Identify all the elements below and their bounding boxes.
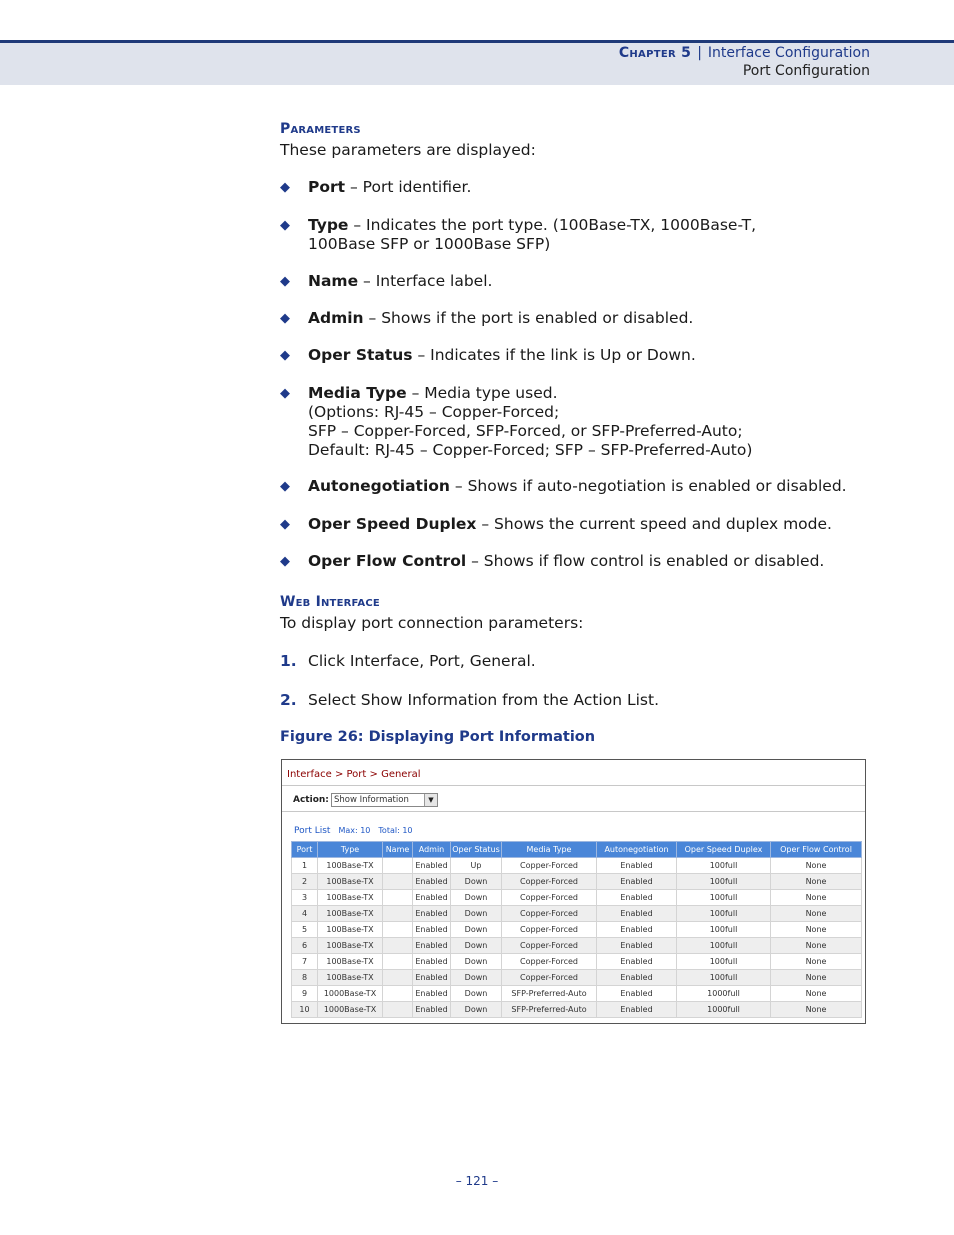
param-term: Oper Status (308, 346, 413, 364)
table-cell: Enabled (597, 906, 677, 922)
table-cell: Copper-Forced (502, 906, 597, 922)
table-cell: None (771, 874, 862, 890)
param-term: Port (308, 178, 346, 196)
param-term: Media Type (308, 384, 407, 402)
table-cell: SFP-Preferred-Auto (502, 986, 597, 1002)
table-cell (383, 906, 413, 922)
table-cell: 100Base-TX (318, 906, 383, 922)
table-cell: 100Base-TX (318, 938, 383, 954)
table-cell: Enabled (413, 906, 451, 922)
action-select[interactable] (331, 793, 438, 807)
diamond-bullet-icon: ◆ (280, 274, 290, 289)
web-interface-intro: To display port connection parameters: (280, 614, 584, 632)
table-cell: 5 (292, 922, 318, 938)
diamond-bullet-icon: ◆ (280, 348, 290, 363)
param-desc-extra: SFP – Copper-Forced, SFP-Forced, or SFP-Preferred-Auto; (308, 422, 743, 440)
param-term: Oper Speed Duplex (308, 515, 477, 533)
table-cell: Enabled (413, 858, 451, 874)
table-cell (383, 938, 413, 954)
table-cell: Enabled (597, 970, 677, 986)
table-cell: 100full (677, 970, 771, 986)
table-cell: Down (451, 986, 502, 1002)
diamond-bullet-icon: ◆ (280, 517, 290, 532)
column-header: Name (383, 842, 413, 858)
table-cell: 100Base-TX (318, 922, 383, 938)
param-desc: – Indicates if the link is Up or Down. (412, 346, 696, 364)
table-cell: None (771, 986, 862, 1002)
step-number: 2. (280, 691, 297, 709)
diamond-bullet-icon: ◆ (280, 180, 290, 195)
column-header: Type (318, 842, 383, 858)
table-cell: None (771, 938, 862, 954)
param-desc: – Port identifier. (345, 178, 472, 196)
step-item (280, 652, 536, 670)
step-text: Click Interface, Port, General. (308, 652, 536, 670)
table-row[interactable] (292, 858, 862, 874)
port-list-label: Port List (294, 826, 331, 836)
table-cell: Down (451, 938, 502, 954)
page-number: – 121 – (455, 1174, 499, 1188)
table-cell: 100full (677, 954, 771, 970)
param-desc: – Interface label. (358, 272, 493, 290)
table-cell: Up (451, 858, 502, 874)
table-cell: Enabled (597, 922, 677, 938)
table-row[interactable] (292, 874, 862, 890)
table-cell: Enabled (413, 890, 451, 906)
diamond-bullet-icon: ◆ (280, 554, 290, 569)
table-cell: Copper-Forced (502, 938, 597, 954)
table-cell: 100full (677, 890, 771, 906)
table-row[interactable] (292, 890, 862, 906)
table-cell: Copper-Forced (502, 858, 597, 874)
table-cell: 100full (677, 938, 771, 954)
table-cell: 8 (292, 970, 318, 986)
param-term: Admin (308, 309, 364, 327)
port-info-screenshot (281, 759, 866, 1024)
table-cell: Enabled (413, 874, 451, 890)
table-cell: None (771, 1002, 862, 1018)
table-cell: Enabled (413, 922, 451, 938)
table-cell: Copper-Forced (502, 874, 597, 890)
parameters-intro: These parameters are displayed: (280, 141, 536, 159)
table-cell (383, 922, 413, 938)
table-cell: 100full (677, 922, 771, 938)
running-header (619, 45, 870, 61)
table-cell: 1000full (677, 986, 771, 1002)
table-cell: 100Base-TX (318, 954, 383, 970)
port-table (291, 841, 862, 1018)
param-desc-extra: 100Base SFP or 1000Base SFP) (308, 235, 551, 253)
param-desc: – Shows if auto-negotiation is enabled or disabled. (449, 477, 847, 495)
table-cell: 1000Base-TX (318, 1002, 383, 1018)
diamond-bullet-icon: ◆ (280, 311, 290, 326)
column-header: Oper Speed Duplex (677, 842, 771, 858)
table-cell: 100Base-TX (318, 858, 383, 874)
column-header: Autonegotiation (597, 842, 677, 858)
figure-caption: Figure 26: Displaying Port Information (280, 729, 596, 745)
param-term: Type (308, 216, 349, 234)
table-cell: 7 (292, 954, 318, 970)
table-cell: Down (451, 874, 502, 890)
table-cell: 100Base-TX (318, 874, 383, 890)
table-cell: 100full (677, 906, 771, 922)
table-row[interactable] (292, 986, 862, 1002)
table-cell: Enabled (597, 890, 677, 906)
column-header: Port (292, 842, 318, 858)
table-cell: 1000Base-TX (318, 986, 383, 1002)
table-cell: None (771, 858, 862, 874)
diamond-bullet-icon: ◆ (280, 479, 290, 494)
table-cell: 4 (292, 906, 318, 922)
step-number: 1. (280, 652, 297, 670)
table-row[interactable] (292, 922, 862, 938)
table-body (292, 858, 862, 1018)
table-cell: None (771, 890, 862, 906)
table-cell (383, 858, 413, 874)
table-header-row (292, 842, 862, 858)
table-row[interactable] (292, 906, 862, 922)
param-desc: – Shows if the port is enabled or disabled. (363, 309, 694, 327)
port-list-total: Total: 10 (378, 826, 413, 835)
table-cell: Down (451, 954, 502, 970)
param-term: Name (308, 272, 359, 290)
divider (282, 811, 865, 812)
table-cell: None (771, 970, 862, 986)
table-cell: Down (451, 906, 502, 922)
column-header: Admin (413, 842, 451, 858)
table-cell: Enabled (413, 954, 451, 970)
table-cell (383, 986, 413, 1002)
table-cell: None (771, 922, 862, 938)
subsection-title: Port Configuration (742, 63, 870, 79)
diamond-bullet-icon: ◆ (280, 218, 290, 233)
table-cell: Down (451, 922, 502, 938)
chevron-down-icon[interactable]: ▼ (424, 794, 437, 806)
column-header: Oper Status (451, 842, 502, 858)
table-cell: 100full (677, 874, 771, 890)
diamond-bullet-icon: ◆ (280, 386, 290, 401)
table-cell: Down (451, 1002, 502, 1018)
table-cell: Enabled (413, 986, 451, 1002)
param-desc: – Shows the current speed and duplex mode. (476, 515, 832, 533)
table-cell: Copper-Forced (502, 970, 597, 986)
param-desc: – Media type used. (406, 384, 558, 402)
table-cell: 100full (677, 858, 771, 874)
breadcrumb[interactable]: Interface > Port > General (287, 769, 421, 780)
param-term: Autonegotiation (308, 477, 450, 495)
table-cell (383, 970, 413, 986)
column-header: Oper Flow Control (771, 842, 862, 858)
table-cell: Enabled (413, 970, 451, 986)
table-cell (383, 1002, 413, 1018)
table-cell: Copper-Forced (502, 954, 597, 970)
header-separator: | (697, 45, 702, 61)
table-cell: 3 (292, 890, 318, 906)
table-cell: 100Base-TX (318, 890, 383, 906)
table-cell: None (771, 906, 862, 922)
table-cell: Enabled (597, 954, 677, 970)
table-cell: SFP-Preferred-Auto (502, 1002, 597, 1018)
param-desc: – Shows if flow control is enabled or disabled. (466, 552, 825, 570)
table-cell: None (771, 954, 862, 970)
table-cell: Copper-Forced (502, 922, 597, 938)
action-label: Action: (293, 795, 329, 805)
parameters-heading: Parameters (280, 121, 361, 137)
step-item (280, 691, 659, 709)
table-cell (383, 874, 413, 890)
action-select-value: Show Information (334, 795, 409, 805)
table-cell: Enabled (597, 1002, 677, 1018)
table-cell: Enabled (597, 858, 677, 874)
table-cell: 1000full (677, 1002, 771, 1018)
section-title: Interface Configuration (707, 45, 870, 61)
table-cell: Down (451, 970, 502, 986)
table-cell (383, 954, 413, 970)
param-desc: – Indicates the port type. (100Base-TX, 1000Base-T, (348, 216, 757, 234)
table-cell: Enabled (413, 1002, 451, 1018)
table-cell: Enabled (597, 938, 677, 954)
param-term: Oper Flow Control (308, 552, 467, 570)
table-cell: 10 (292, 1002, 318, 1018)
table-cell: Enabled (597, 986, 677, 1002)
table-cell: Enabled (597, 874, 677, 890)
table-row[interactable] (292, 938, 862, 954)
table-row[interactable] (292, 1002, 862, 1018)
divider (282, 785, 865, 786)
table-row[interactable] (292, 970, 862, 986)
table-cell: 6 (292, 938, 318, 954)
table-cell (383, 890, 413, 906)
table-row[interactable] (292, 954, 862, 970)
port-list-title (294, 826, 413, 836)
table-cell: 2 (292, 874, 318, 890)
web-interface-heading: Web Interface (280, 594, 380, 610)
param-desc-extra: (Options: RJ-45 – Copper-Forced; (308, 403, 560, 421)
table-cell: 100Base-TX (318, 970, 383, 986)
table-cell: 1 (292, 858, 318, 874)
table-cell: Enabled (413, 938, 451, 954)
table-cell: Down (451, 890, 502, 906)
port-list-max: Max: 10 (338, 826, 371, 835)
step-text: Select Show Information from the Action List. (308, 691, 659, 709)
table-cell: Copper-Forced (502, 890, 597, 906)
chapter-label: Chapter 5 (618, 45, 692, 61)
param-desc-extra: Default: RJ-45 – Copper-Forced; SFP – SFP-Preferred-Auto) (308, 441, 753, 459)
table-cell: 9 (292, 986, 318, 1002)
column-header: Media Type (502, 842, 597, 858)
